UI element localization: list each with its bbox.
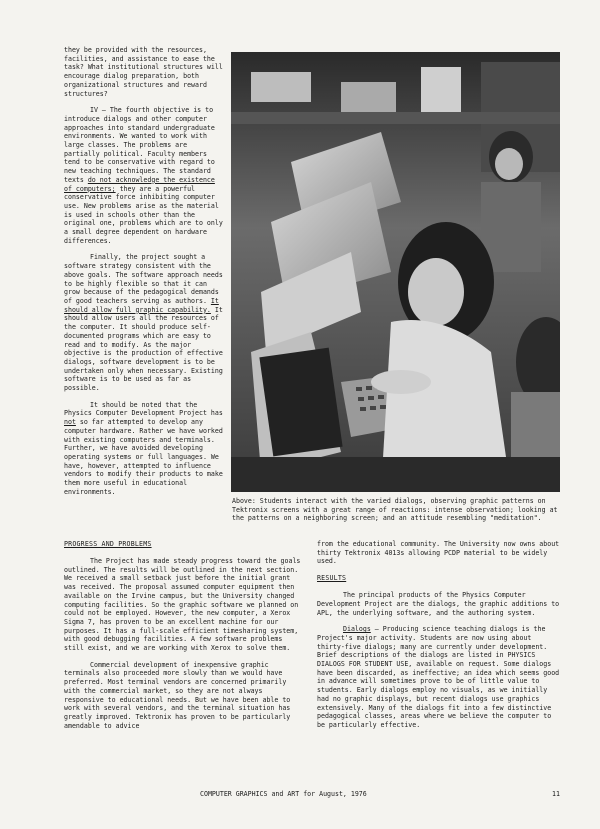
paragraph-software-strategy	[64, 253, 226, 392]
paragraph: The principal products of the Physics Computer Development Project are the dialogs, the graphic additions to APL, the underlying software, and the authoring system.	[317, 591, 560, 617]
paragraph-dialogs	[317, 625, 562, 729]
text: IV – The fourth objective is to introduce dialogs and other computer approaches into standard undergraduate environments. We wanted to work with large classes. The problems are partially political. Faculty members tend to be conservative with regard to new teaching techniques. The standard texts	[64, 106, 215, 184]
footer-title: COMPUTER GRAPHICS and ART for August, 1976	[200, 790, 367, 798]
paragraph: from the educational community. The University now owns about thirty Tektronix 4013s allowing PCDP material to be widely used.	[317, 540, 560, 566]
paragraph-hardware-note	[64, 401, 226, 497]
paragraph-fourth-objective	[64, 106, 226, 245]
underlined-text: not	[64, 418, 76, 427]
paragraph: they be provided with the resources, facilities, and assistance to ease the task? What institutional structures will encourage dialog preparation, both organizational structures and reward structures?	[64, 46, 223, 98]
text: so far attempted to develop any computer hardware. Rather we have worked with existing computers and terminals. Further, we have avoided developing operating systems or full languages. We have, however, attempted to influence vendors to modify their products to make them more useful in educational environments.	[64, 418, 223, 496]
progress-and-problems-section	[64, 540, 304, 738]
students-at-terminals-photo	[231, 52, 560, 492]
underlined-text: Dialogs	[343, 625, 371, 634]
section-heading: RESULTS	[317, 574, 347, 583]
text: they are a powerful conservative force inhibiting computer use. New problems arise as the material is used in schools other than the original one, problems which are to only a small degree dependent on hardware differences.	[64, 184, 223, 245]
text: It should be noted that the Physics Computer Development Project has	[64, 400, 223, 418]
photo-illustration	[231, 52, 560, 492]
paragraph: Commercial development of inexpensive graphic terminals also proceeded more slowly than we would have preferred. Most terminal vendors are concerned primarily with the commercial market, so they are not always responsive to educational needs. But we have been able to work with several vendors, and the terminal situation has greatly improved. Tektronix has proven to be particularly amendable to advice	[64, 660, 291, 730]
paragraph: The Project has made steady progress toward the goals outlined. The results will be outlined in the next section. We received a small setback just before the initial grant was received. The proposal assumed computer equipment then available on the Irvine campus, but the University changed computing facilities. So the graphic software we planned on could not be employed. However, the new computer, a Xerox Sigma 7, has proven to be an excellent machine for our purposes. It has a full-scale efficient timesharing system, with good debugging facilities. A few software problems still exist, and we are working with Xerox to solve them.	[64, 557, 301, 653]
results-column	[317, 540, 562, 738]
underlined-text: It should allow full graphic capability.	[64, 296, 219, 314]
text: It should allow users all the resources of the computer. It should produce self-documented programs which are easy to read and to modify. As the major objective is the production of effective dialogs, software development is to be undertaken only when necessary. Existing software is to be used as far as possible.	[64, 305, 223, 393]
underlined-text: do not acknowledge the existence of computers;	[64, 175, 215, 193]
text: – Producing science teaching dialogs is the Project's major activity. Students are now using about thirty-five dialogs; many are currently under development. Brief descriptions of the dialogs are listed in PHYSICS DIALOGS FOR STUDENT USE, available on request. Some dialogs have been discarded, as ineffective; an idea which seems good in advance will sometimes prove to be of little value to students. Early dialogs employ no visuals, as we initially had no graphic displays, but recent dialogs use graphics extensively. Many of the dialogs fit into a few distinctive pedagogical classes, areas where we believe the computer to be particularly effective.	[317, 625, 560, 729]
section-heading: PROGRESS AND PROBLEMS	[64, 540, 152, 548]
left-column-top	[64, 46, 226, 504]
page-number: 11	[552, 790, 560, 798]
text: Finally, the project sought a software strategy consistent with the above goals. The software approach needs to be highly flexible so that it can grow because of the pedagogical demands of good teachers serving as authors.	[64, 253, 223, 305]
photo-caption: Above: Students interact with the varied dialogs, observing graphic patterns on Tektronix screens with a great range of reactions: intense observation; looking at the patterns on a neighboring screen; and an attitude resembling "meditation".	[232, 497, 558, 523]
